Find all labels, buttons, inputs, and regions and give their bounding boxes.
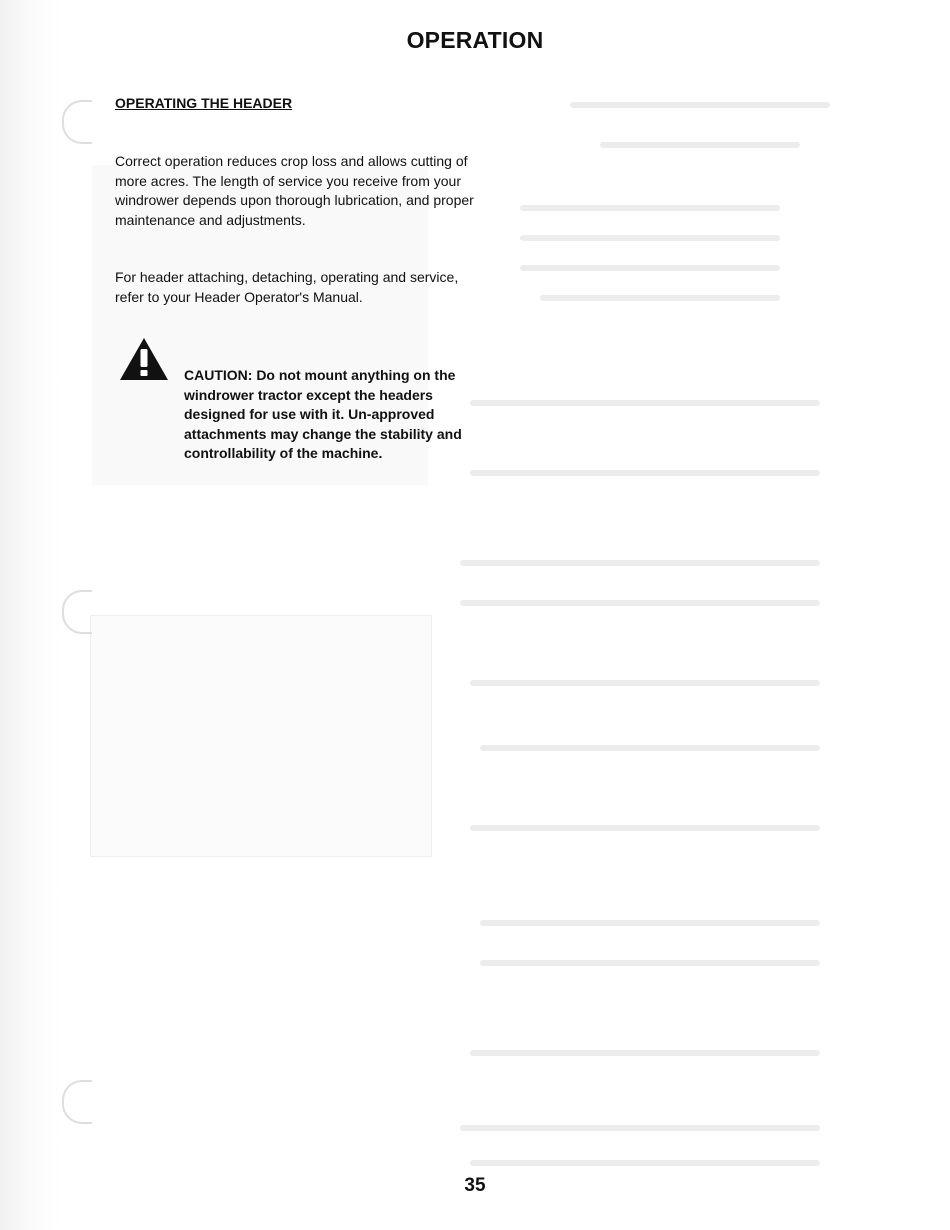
bleed-through-line	[540, 295, 780, 301]
bleed-through-line	[480, 745, 820, 751]
section-heading: OPERATING THE HEADER	[115, 95, 293, 111]
bleed-through-line	[470, 470, 820, 476]
bleed-through-line	[480, 960, 820, 966]
bleed-through-line	[480, 920, 820, 926]
bleed-through-line	[600, 142, 800, 148]
paragraph-operation-intro: Correct operation reduces crop loss and allows cutting of more acres. The length of service you receive from your windrower depends upon thorough lubrication, and proper maintenance and adjustments.	[115, 153, 474, 228]
bleed-through-line	[570, 102, 830, 108]
bleed-through-figure	[90, 615, 432, 857]
binder-hole-mark	[62, 1080, 92, 1124]
bleed-through-line	[470, 1050, 820, 1056]
bleed-through-line	[520, 205, 780, 211]
warning-triangle-icon	[118, 336, 170, 382]
bleed-through-line	[470, 1160, 820, 1166]
page-title: OPERATION	[406, 27, 544, 53]
bleed-through-line	[520, 235, 780, 241]
caution-statement: CAUTION: Do not mount anything on the windrower tractor except the headers designed for use with it. Un-approved attachments may change the stability and controllability of the machine.	[184, 367, 462, 461]
paragraph-header-manual: For header attaching, detaching, operating and service, refer to your Header Operator's Manual.	[115, 269, 459, 305]
bleed-through-line	[460, 560, 820, 566]
bleed-through-line	[520, 265, 780, 271]
bleed-through-line	[470, 680, 820, 686]
bleed-through-line	[460, 1125, 820, 1131]
bleed-through-line	[460, 600, 820, 606]
bleed-through-line	[470, 400, 820, 406]
binder-hole-mark	[62, 590, 92, 634]
bleed-through-line	[470, 825, 820, 831]
page-number: 35	[464, 1175, 486, 1196]
binder-hole-mark	[62, 100, 92, 144]
